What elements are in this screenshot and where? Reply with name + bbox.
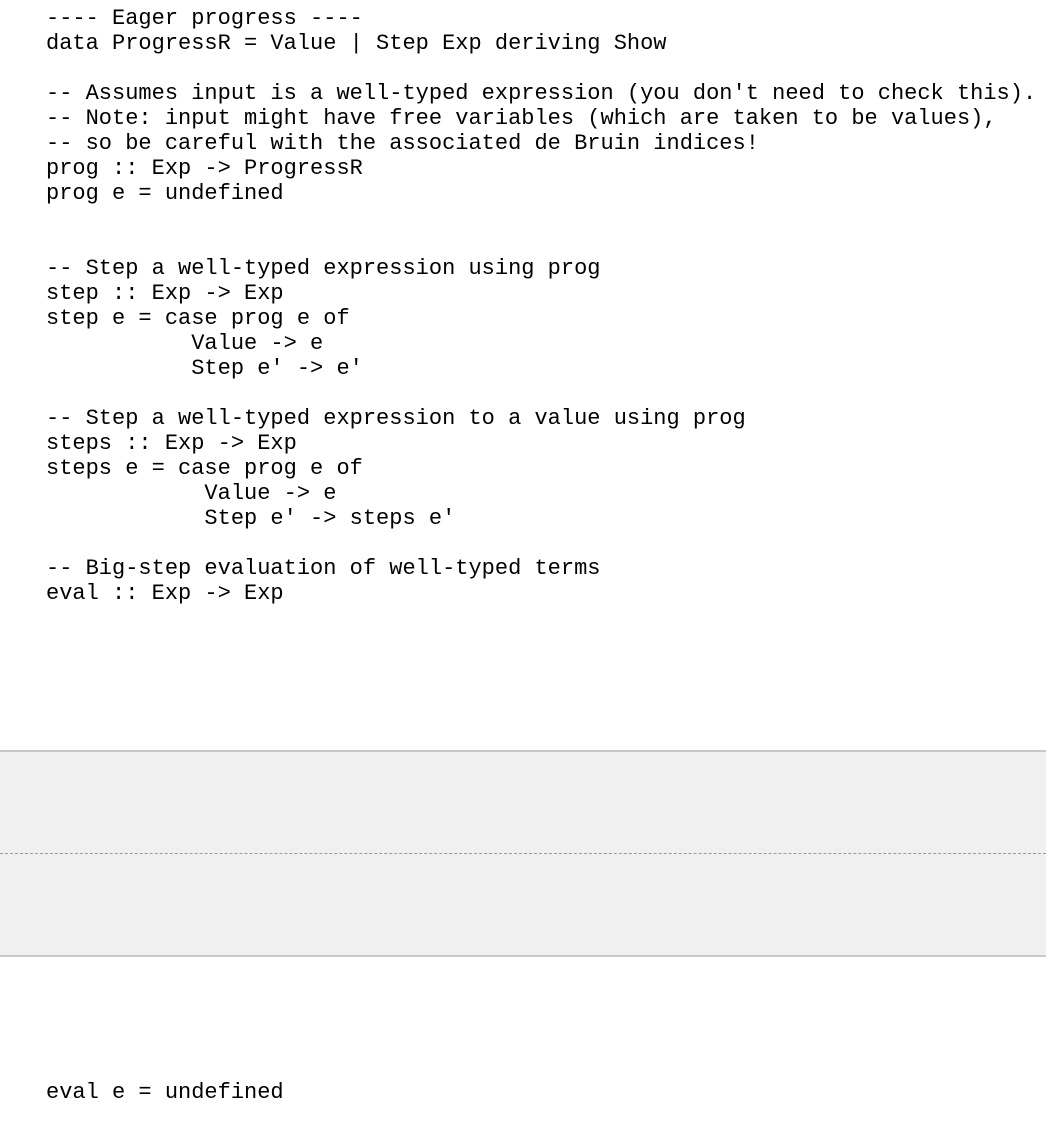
code-block-top [46, 6, 1036, 606]
code-line: -- Step a well-typed expression to a value using prog [46, 406, 746, 431]
code-line: step :: Exp -> Exp [46, 281, 284, 306]
page-break-dashed-line [0, 853, 1046, 854]
code-line: Value -> e [46, 481, 337, 506]
code-line [46, 206, 1036, 231]
code-line: ---- Eager progress ---- [46, 6, 363, 31]
code-line [46, 531, 1036, 556]
code-line: Value -> e [46, 331, 324, 356]
code-line: prog e = undefined [46, 181, 284, 206]
code-line: eval e = undefined [46, 1080, 284, 1105]
code-line: -- Big-step evaluation of well-typed terms [46, 556, 601, 581]
code-line: steps :: Exp -> Exp [46, 431, 297, 456]
code-line: -- Step a well-typed expression using prog [46, 256, 601, 281]
page-break-separator [0, 750, 1046, 957]
code-line: eval :: Exp -> Exp [46, 581, 284, 606]
code-line: Step e' -> steps e' [46, 506, 456, 531]
code-line: -- Note: input might have free variables (which are taken to be values), [46, 106, 997, 131]
code-line: Step e' -> e' [46, 356, 363, 381]
code-block-bottom [46, 1080, 284, 1105]
code-line [46, 56, 1036, 81]
code-line: step e = case prog e of [46, 306, 350, 331]
code-line [46, 381, 1036, 406]
code-line: -- Assumes input is a well-typed expression (you don't need to check this). [46, 81, 1037, 106]
code-line: steps e = case prog e of [46, 456, 363, 481]
code-line: -- so be careful with the associated de Bruin indices! [46, 131, 759, 156]
code-line: prog :: Exp -> ProgressR [46, 156, 363, 181]
code-line [46, 231, 1036, 256]
code-line: data ProgressR = Value | Step Exp deriving Show [46, 31, 667, 56]
